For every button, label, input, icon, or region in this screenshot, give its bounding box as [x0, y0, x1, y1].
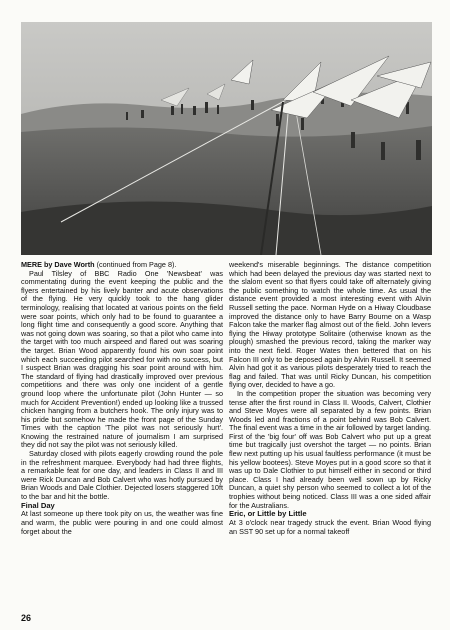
- paragraph: In the competition proper the situation was becoming very tense after the first round in Class II. Woods, Calvert, Clothier and Steve Moyes were all separated by a few points. Brian Woods led and fractions of a point behind was Bob Calvert. The final event was a time in the air followed by target landing. First of the 'big four' off was Bob Calvert who put up a great time but tragically just overshot the target — no points. Brian flew next putting up his usual faultless performance (it must be his yellow bootees). Steve Moyes put in a good score so that it was up to Dale Clothier to put himself either in second or third place. Class I had already been well sown up by Ricky Duncan, a quiet shy person who seemed to collect a lot of the trophies without being noticed. Class III was a one sided affair for the Australians.: [229, 388, 431, 510]
- paragraph: Paul Tilsley of BBC Radio One 'Newsbeat' was commentating during the event keeping the public and the flyers entertained by his lively banter and acute observations of the flying. He very quickly took to the hang glider terminology, realising that located at various points on the field were soar points, which only had to be found to guarantee a long flight time and consequently a good score. Anything that was not going down was soaring, so that a pilot who came into the target with too much airspeed and flared out was soaring the target. Brian Wood apparently found his own soar point which each succeeding pilot searched for with no success, but I suspect Brian was dragging his soar point around with him. The standard of flying had drastically improved over previous competitions and there was only one incident of a gentle ground loop where the unfortunate pilot (John Hunter — so much for Accident Prevention!) ended up looking like a trussed chicken hanging from a butchers hook. The only injury was to his pride but somehow he made the front page of the Sunday Times with the caption 'The pilot was not seriously hurt'. Knowing the restrained nature of journalism I am surprised they did not say the pilot was not seriously killed.: [21, 268, 223, 450]
- paragraph: weekend's miserable beginnings. The distance competition which had been delayed the previous day was started next to the slalom event so that flyers could take off alternately giving the public something to watch the whole time. As usual the distance event provided a most interesting event with Alvin Russell setting the pace. Norman Hyde on a Hiway Cloudbase improved the distance only to have Barry Bourne on a Wasp Falcon take the marker flag almost out of the field. John Ievers flying the Hiway prototype Solitaire (otherwise known as the plough) smashed the previous record, taking the marker way into the next field. Roger Wates then bettered that on his Falcon III only to be deposed again by Alvin Russell. It seemed Alvin had got it as various pilots desperately tried to reach the flag and failed. That was until Ricky Duncan, his competition flying over, decided to have a go.: [229, 261, 431, 390]
- paragraph: Saturday closed with pilots eagerly crowding round the pole in the refreshment marquee. Everybody had had three flights, a remarkable feat for one day, and leaders in Class II and III were Rick Duncan and Bob Calvert who was hotly pursued by Brian Woods and Dale Clothier. Dejected losers staggered 10ft to the bar and hit the bottle.: [21, 449, 223, 502]
- article-left-column: [21, 261, 223, 618]
- subheading-eric: Eric, or Little by Little: [229, 509, 307, 519]
- subheading-final-day: Final Day: [21, 500, 55, 510]
- paragraph: At 3 o'clock near tragedy struck the event. Brian Wood flying an SST 90 set up for a normal takeoff: [229, 518, 431, 536]
- hang-glider-event-photo: [21, 22, 432, 255]
- article-right-column: [229, 261, 431, 601]
- continued-note: (continued from Page 8).: [96, 261, 177, 269]
- article-title: MERE by Dave Worth: [21, 261, 95, 269]
- paragraph: At last someone up there took pity on us, the weather was fine and warm, the public were pouring in and one could almost forget about the: [21, 509, 223, 536]
- page-number: 26: [21, 613, 32, 623]
